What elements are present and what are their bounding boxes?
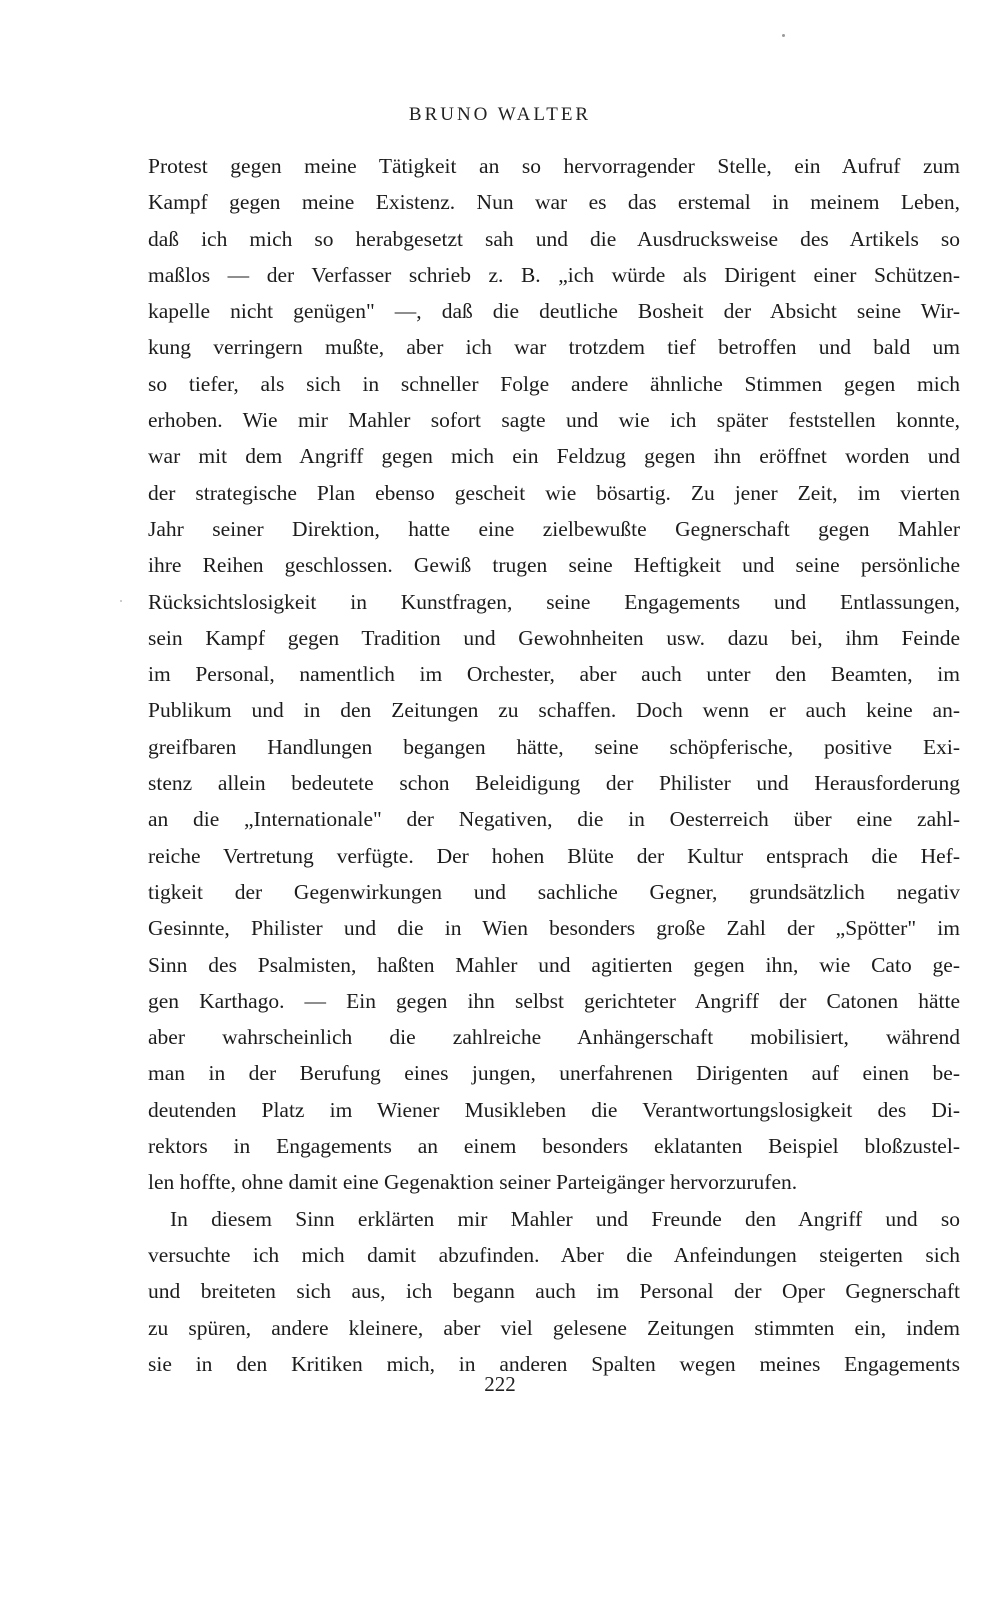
running-head: BRUNO WALTER [408, 104, 592, 125]
text-line: man in der Berufung eines jungen, unerfahrenen Dirigenten auf einen be- [148, 1061, 960, 1086]
text-line: kung verringern mußte, aber ich war trotzdem tief betroffen und bald um [148, 335, 960, 360]
text-line: len hoffte, ohne damit eine Gegenaktion seiner Parteigänger hervorzurufen. [148, 1170, 798, 1195]
text-line: maßlos — der Verfasser schrieb z. B. „ich würde als Dirigent einer Schützen- [148, 262, 960, 287]
page-number: 222 [484, 1372, 516, 1396]
text-line: Rücksichtslosigkeit in Kunstfragen, seine Engagements und Entlassungen, [148, 589, 960, 614]
paper-speck [120, 600, 122, 602]
text-line: daß ich mich so herabgesetzt sah und die Ausdrucksweise des Artikels so [148, 226, 960, 251]
text-line: Sinn des Psalmisten, haßten Mahler und agitierten gegen ihn, wie Cato ge- [148, 952, 960, 977]
text-line: Gesinnte, Philister und die in Wien besonders große Zahl der „Spötter" im [148, 916, 960, 941]
text-line: rektors in Engagements an einem besonders eklatanten Beispiel bloßzustel- [148, 1134, 960, 1159]
text-line: deutenden Platz im Wiener Musikleben die Verantwortungslosigkeit des Di- [148, 1097, 960, 1122]
text-line: so tiefer, als sich in schneller Folge andere ähnliche Stimmen gegen mich [148, 371, 960, 396]
text-line: im Personal, namentlich im Orchester, aber auch unter den Beamten, im [148, 662, 960, 687]
text-line: tigkeit der Gegenwirkungen und sachliche Gegner, grundsätzlich negativ [148, 879, 960, 904]
text-line: ihre Reihen geschlossen. Gewiß trugen seine Heftigkeit und seine persönliche [148, 553, 960, 578]
text-line: zu spüren, andere kleinere, aber viel gelesene Zeitungen stimmten ein, indem [148, 1315, 960, 1340]
text-line: an die „Internationale" der Negativen, die in Oesterreich über eine zahl- [148, 807, 960, 832]
text-line: Jahr seiner Direktion, hatte eine zielbewußte Gegnerschaft gegen Mahler [148, 516, 960, 541]
paper-speck [782, 34, 785, 37]
text-line: der strategische Plan ebenso gescheit wie bösartig. Zu jener Zeit, im vierten [148, 480, 960, 505]
text-line: Protest gegen meine Tätigkeit an so hervorragender Stelle, ein Aufruf zum [148, 154, 960, 178]
paragraph-start-line: In diesem Sinn erklärten mir Mahler und Freunde den Angriff und so [170, 1206, 960, 1231]
text-line: stenz allein bedeutete schon Beleidigung der Philister und Herausforderung [148, 771, 960, 796]
text-line: Publikum und in den Zeitungen zu schaffen. Doch wenn er auch keine an- [148, 698, 960, 723]
text-line: Kampf gegen meine Existenz. Nun war es das erstemal in meinem Leben, [148, 190, 960, 215]
text-line: und breiteten sich aus, ich begann auch im Personal der Oper Gegnerschaft [148, 1279, 960, 1304]
text-line: versuchte ich mich damit abzufinden. Aber die Anfeindungen steigerten sich [148, 1242, 960, 1267]
text-line: sein Kampf gegen Tradition und Gewohnheiten usw. dazu bei, ihm Feinde [148, 625, 960, 650]
text-line: kapelle nicht genügen" —, daß die deutliche Bosheit der Absicht seine Wir- [148, 299, 960, 324]
text-line: reiche Vertretung verfügte. Der hohen Blüte der Kultur entsprach die Hef- [148, 843, 960, 868]
text-line: greifbaren Handlungen begangen hätte, seine schöpferische, positive Exi- [148, 734, 960, 759]
text-line: erhoben. Wie mir Mahler sofort sagte und wie ich später feststellen konnte, [148, 408, 960, 433]
text-line: aber wahrscheinlich die zahlreiche Anhängerschaft mobilisiert, während [148, 1025, 960, 1050]
text-line: sie in den Kritiken mich, in anderen Spalten wegen meines Engagements [148, 1351, 960, 1376]
body-text [148, 148, 960, 1382]
text-line: war mit dem Angriff gegen mich ein Feldzug gegen ihn eröffnet worden und [148, 444, 960, 469]
text-line: gen Karthago. — Ein gegen ihn selbst gerichteter Angriff der Catonen hätte [148, 988, 960, 1013]
